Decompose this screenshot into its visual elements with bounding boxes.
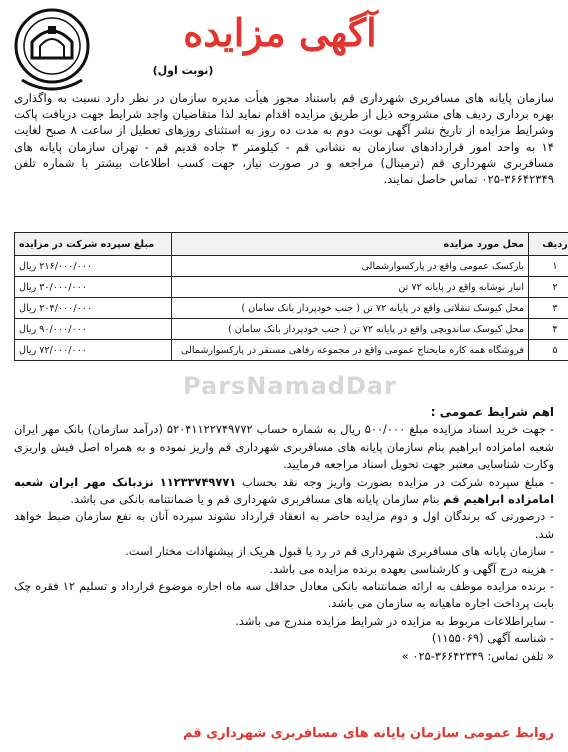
table-row [15, 319, 568, 340]
conditions-heading: اهم شرایط عمومی : [430, 405, 554, 419]
footer-public-relations: روابط عمومی سازمان پایانه های مسافربری شهرداری قم [182, 726, 554, 741]
deposit-cell: ۳۰/۰۰۰/۰۰۰ ریال [15, 277, 172, 298]
location-cell: انبار نوشابه واقع در پایانه ۷۲ تن [172, 277, 529, 298]
column-header-row-number: ردیف [529, 233, 568, 256]
deposit-cell: ۲۰۴/۰۰۰/۰۰۰ ریال [15, 298, 172, 319]
watermark: ParsNamadDar [183, 372, 397, 400]
qom-municipality-emblem-icon [8, 6, 96, 96]
table-row [15, 340, 568, 361]
page-title: آگهی مزایده [183, 10, 377, 55]
condition-item: - سازمان پایانه های مسافربری شهرداری قم در رد یا قبول هریک از پیشنهادات مختار است. [125, 544, 554, 559]
column-header-deposit: مبلغ سپرده شرکت در مزایده [15, 233, 172, 256]
deposit-cell: ۷۲/۰۰۰/۰۰۰ ریال [15, 340, 172, 361]
location-cell: بارکسک عمومی واقع در پارکسوارشمالی [172, 256, 529, 277]
deposit-cell: ۲۱۶/۰۰۰/۰۰۰ ریال [15, 256, 172, 277]
deposit-account-bold: ۱۱۲۳۳۷۴۹۷۷۱ نزدبانک مهر ایران شعبه امامزاده ابراهیم قم [14, 474, 554, 507]
deposit-text-end: بنام سازمان پایانه های مسافربری شهرداری قم و یا ضمانتنامه بانکی می باشد. [70, 492, 440, 507]
condition-item-deposit [14, 474, 554, 509]
row-number-cell: ۴ [529, 319, 568, 340]
deposit-text-start: - مبلغ سپرده شرکت در مزایده بصورت واریز وجه نقد بحساب [241, 474, 554, 489]
table-row [15, 298, 568, 319]
location-cell: محل کیوسک تنقلاتی واقع در پایانه ۷۲ تن ( جنب خودپرداز بانک سامان ) [172, 298, 529, 319]
condition-item: - درصورتی که برندگان اول و دوم مزایده حاضر به انعقاد قرارداد نشوند سپرده آنان به نفع سازمان ضبط خواهد شد. [14, 509, 554, 541]
deposit-cell: ۹۰/۰۰۰/۰۰۰ ریال [15, 319, 172, 340]
condition-item: « تلفن تماس: ۳۶۶۴۲۳۴۹-۰۲۵ » [401, 648, 554, 663]
general-conditions [14, 404, 554, 724]
auction-table [14, 232, 568, 361]
condition-item: - شناسه آگهی (۱۱۵۵۰۶۹) [431, 631, 554, 646]
row-number-cell: ۵ [529, 340, 568, 361]
intro-paragraph: سازمان پایانه های مسافربری شهرداری قم باستناد مجوز هیأت مدیره سازمان در نظر دارد نسبت به واگذاری بهره برداری ردیف های مشروحه ذیل از طریق مزایده اقدام نماید لذا متقاضیان واجد شرایط جهت دریافت پاکت وشرایط مزایده از تاریخ نشر آگهی نوبت دوم به مدت ده روز به استثنای روزهای تعطیل از ساعت ۸ صبح لغایت ۱۴ به واحد امور قراردادهای سازمان به نشانی قم - کیلومتر ۳ جاده قدیم قم - تهران سازمان پایانه های مسافربری شهرداری قم (ترمینال) مراجعه و در صورت نیاز، جهت کسب اطلاعات بیشتر با شماره تلفن ۳۶۶۴۲۳۴۹-۰۲۵ تماس حاصل نمایند. [14, 91, 555, 187]
row-number-cell: ۱ [529, 256, 568, 277]
location-cell: محل کیوسک ساندویچی واقع در پایانه ۷۲ تن ( جنب خودپرداز بانک سامان ) [172, 319, 529, 340]
location-cell: فروشگاه همه کاره مایحتاج عمومی واقع در مجموعه رفاهی مستقر در پارکسوارشمالی [172, 340, 529, 361]
column-header-location: محل مورد مزایده [172, 233, 529, 256]
round-label: (نوبت اول) [152, 64, 214, 77]
condition-item: - هزینه درج آگهی و کارشناسی بعهده برنده مزایده می باشد. [269, 561, 554, 576]
row-number-cell: ۳ [529, 298, 568, 319]
municipality-logo [8, 6, 96, 96]
condition-item: - سایراطلاعات مربوط به مزایده در شرایط مزایده مندرج می باشد. [235, 613, 554, 628]
condition-item: - برنده مزایده موظف به ارائه ضمانتنامه بانکی معادل حداقل سه ماه اجاره موضوع قرارداد و تسلیم ۱۲ فقره چک بابت پرداخت اجاره ماهیانه به سازمان می باشد. [14, 579, 554, 611]
row-number-cell: ۲ [529, 277, 568, 298]
condition-item: - جهت خرید اسناد مزایده مبلغ ۵۰۰/۰۰۰ ریال به شماره حساب ۵۲۰۴۱۱۲۲۷۴۹۷۷۲ (درآمد سازمان) بانک مهر ایران شعبه امامزاده ابراهیم بنام سازمان پایانه های مسافربری شهرداری قم واریز نموده و به همراه اصل فیش واریزی وکارت شناسایی معتبر جهت تحویل اسناد مراجعه فرمایید. [14, 422, 554, 472]
table-row [15, 256, 568, 277]
table-row [15, 277, 568, 298]
table-header-row [15, 233, 568, 256]
